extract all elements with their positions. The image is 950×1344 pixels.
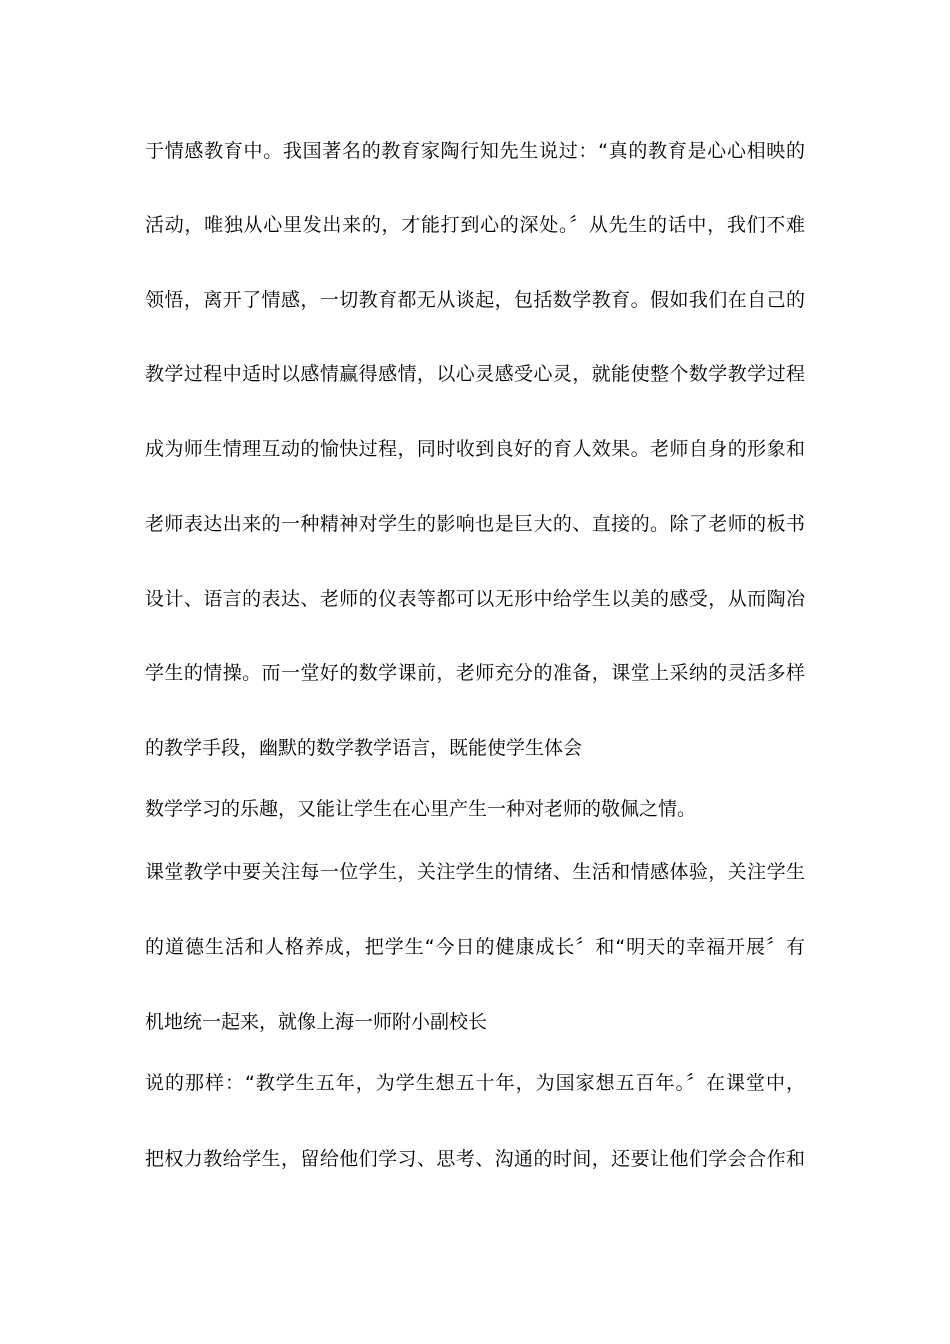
paragraph-line-14: 说的那样：“教学生五年，为学生想五十年，为国家想五百年。〞在课堂中，	[145, 1072, 805, 1094]
paragraph-line-1: 于情感教育中。我国著名的教育家陶行知先生说过：“真的教育是心心相映的	[145, 140, 805, 162]
paragraph-line-15: 把权力教给学生，留给他们学习、思考、沟通的时间，还要让他们学会合作和	[145, 1148, 805, 1170]
paragraph-line-13: 机地统一起来，就像上海一师附小副校长	[145, 1011, 488, 1033]
paragraph-line-12: 的道德生活和人格养成，把学生“今日的健康成长〞和“明天的幸福开展〞有	[145, 936, 805, 958]
paragraph-line-7: 设计、语言的表达、老师的仪表等都可以无形中给学生以美的感受，从而陶冶	[145, 588, 805, 610]
paragraph-line-4: 教学过程中适时以感情赢得感情，以心灵感受心灵，就能使整个数学教学过程	[145, 363, 805, 385]
paragraph-line-2: 活动，唯独从心里发出来的，才能打到心的深处。〞从先生的话中，我们不难	[145, 214, 805, 236]
paragraph-line-3: 领悟，离开了情感，一切教育都无从谈起，包括数学教育。假如我们在自己的	[145, 289, 805, 311]
paragraph-line-9: 的教学手段，幽默的数学教学语言，既能使学生体会	[145, 737, 583, 759]
paragraph-line-6: 老师表达出来的一种精神对学生的影响也是巨大的、直接的。除了老师的板书	[145, 513, 805, 535]
paragraph-line-5: 成为师生情理互动的愉快过程，同时收到良好的育人效果。老师自身的形象和	[145, 438, 805, 460]
paragraph-line-8: 学生的情操。而一堂好的数学课前，老师充分的准备，课堂上采纳的灵活多样	[145, 662, 805, 684]
paragraph-line-10: 数学学习的乐趣，又能让学生在心里产生一种对老师的敬佩之情。	[145, 798, 697, 820]
paragraph-line-11: 课堂教学中要关注每一位学生，关注学生的情绪、生活和情感体验，关注学生	[145, 861, 805, 883]
